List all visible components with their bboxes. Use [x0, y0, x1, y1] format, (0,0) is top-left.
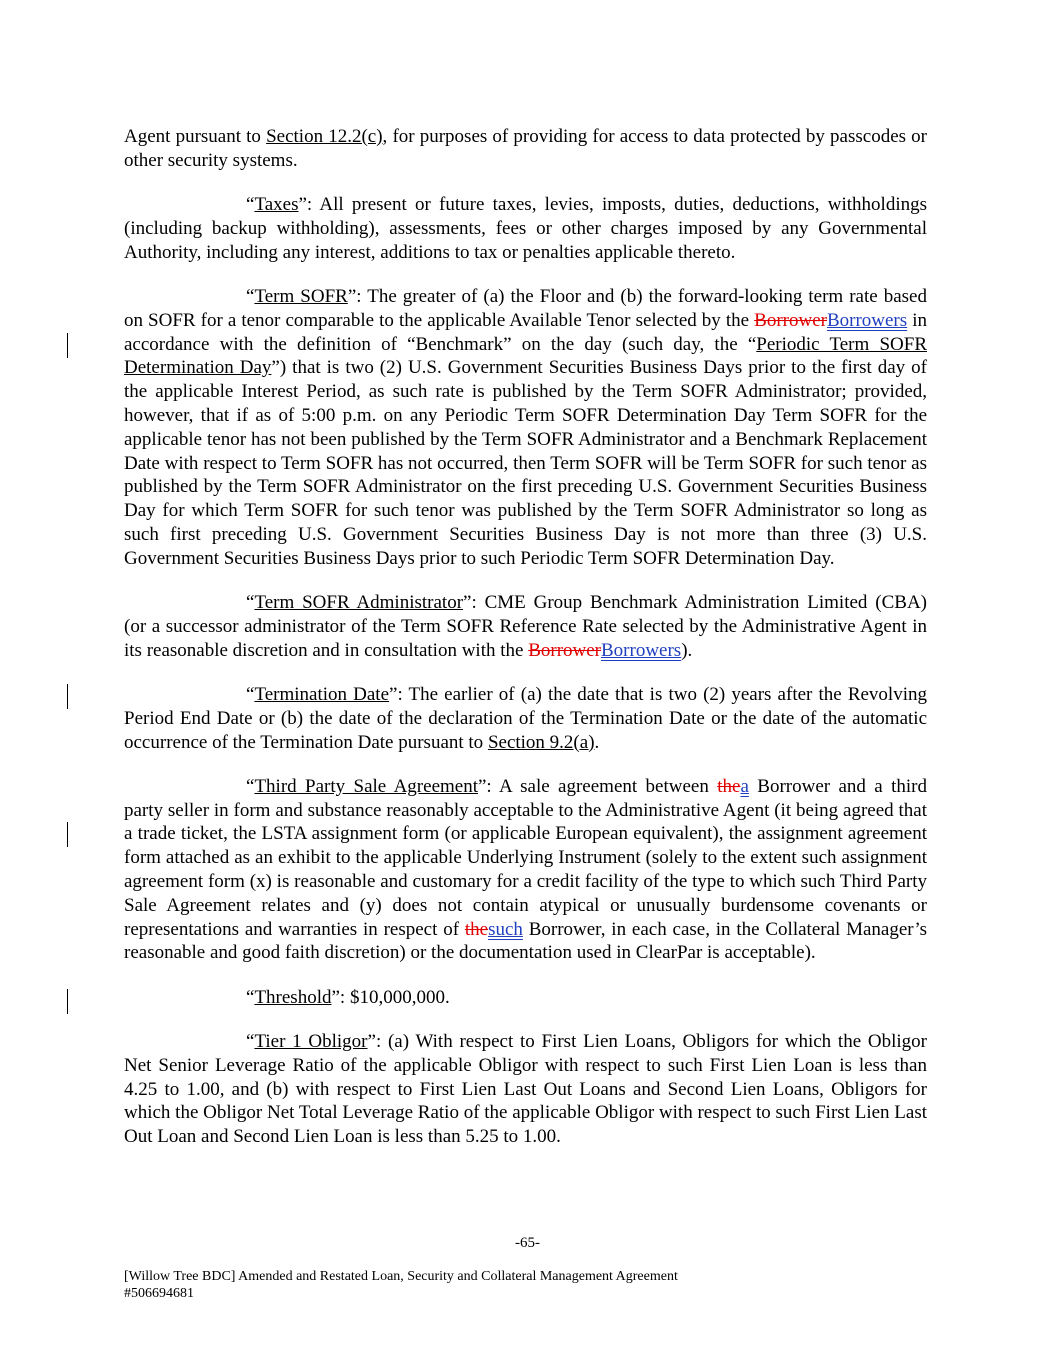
deleted-text: the [464, 918, 489, 940]
definition-text: ”: The greater of (a) the Floor and (b) the forward-looking term rate based on SOFR for a tenor comparable to the applicable Available Tenor selected by the [124, 285, 927, 331]
deleted-text: the [717, 775, 741, 797]
quote-mark: “ [246, 986, 255, 1008]
deleted-text: Borrower [754, 309, 827, 331]
definition-termination-date [124, 683, 927, 754]
definition-text: ”: The earlier of (a) the date that is two (2) years after the Revolving Period End Date or (b) the date of the declaration of the Termination Date or the date of the automatic occurrence of the Termination Date pursuant to [124, 683, 927, 753]
footer-title: [Willow Tree BDC] Amended and Restated Loan, Security and Collateral Management Agreement [124, 1269, 678, 1284]
quote-mark: “ [246, 285, 255, 307]
definition-threshold [124, 986, 927, 1010]
defined-term: Threshold [254, 986, 332, 1008]
defined-term: Periodic Term SOFR Determination Day [124, 333, 927, 379]
inserted-text: Borrowers [601, 639, 682, 661]
definition-term-sofr [124, 285, 927, 571]
paragraph-continuation [124, 125, 927, 173]
defined-term: Tier 1 Obligor [254, 1031, 368, 1052]
definition-text: ). [681, 639, 693, 661]
definition-text: ”: CME Group Benchmark Administration Limited (CBA) (or a successor administrator of the Term SOFR Reference Rate selected by the Administrative Agent in its reasonable discretion and in consultation with the [124, 592, 927, 661]
footer-doc-id: #506694681 [124, 1286, 194, 1301]
quote-mark: “ [246, 683, 255, 705]
document-body [124, 125, 927, 1169]
definition-third-party-sale-agreement [124, 775, 927, 965]
definition-text: ”: $10,000,000. [331, 986, 450, 1008]
inserted-text: a [740, 775, 749, 797]
text-run: , for purposes of providing for access to data protected by passcodes or other security systems. [124, 126, 927, 171]
change-bar [67, 822, 68, 847]
text-run: Agent pursuant to [124, 126, 267, 147]
defined-term: Taxes [254, 194, 299, 216]
definition-text: Borrower and a third party seller in form and substance reasonably acceptable to the Administrative Agent (it being agreed that a trade ticket, the LSTA assignment form (or applicable European equivalent), the assignment agreement form attached as an exhibit to the applicable Underlying Instrument (solely to the extent such assignment agreement form (x) is reasonable and customary for a credit facility of the type to which such Third Party Sale Agreement relates and (y) does not contain atypical or unusually burdensome covenants or representations and warranties in respect of [124, 775, 928, 940]
deleted-text: Borrower [528, 639, 601, 661]
defined-term: Term SOFR [254, 285, 348, 307]
definition-text: ”: (a) With respect to First Lien Loans, Obligors for which the Obligor Net Senior Leverage Ratio of the applicable Obligor with respect to such First Lien Loan is less than 4.25 to 1.00, and (b) with respect to First Lien Last Out Loans and Second Lien Loans, Obligors for which the Obligor Net Total Leverage Ratio of the applicable Obligor with respect to such First Lien Last Out Loan and Second Lien Loan is less than 5.25 to 1.00. [124, 1031, 927, 1148]
change-bar [67, 333, 68, 358]
inserted-text: such [488, 918, 523, 940]
change-bar [67, 989, 68, 1014]
definition-taxes [124, 193, 927, 264]
definition-text: in accordance with the definition of “Benchmark” on the day (such day, the “ [124, 309, 927, 355]
definition-term-sofr-administrator [124, 591, 927, 662]
quote-mark: “ [246, 194, 255, 216]
defined-term: Term SOFR Administrator [254, 592, 464, 614]
quote-mark: “ [246, 1031, 255, 1052]
definition-text: ”: All present or future taxes, levies, imposts, duties, deductions, withholdings (including backup withholding), assessments, fees or other charges imposed by any Governmental Authority, including any interest, additions to tax or penalties applicable thereto. [124, 194, 927, 263]
section-reference: Section 12.2(c) [266, 126, 383, 147]
inserted-text: Borrowers [826, 309, 908, 331]
document-footer [124, 1268, 678, 1302]
quote-mark: “ [246, 592, 255, 614]
definition-text: . [594, 731, 600, 753]
defined-term: Termination Date [254, 683, 390, 705]
definition-tier-1-obligor [124, 1030, 927, 1149]
definition-text: Borrower, in each case, in the Collateral Manager’s reasonable and good faith discretion) or the documentation used in ClearPar is acceptable). [124, 918, 927, 964]
definition-text: ”: A sale agreement between [478, 775, 718, 797]
quote-mark: “ [246, 775, 255, 797]
defined-term: Third Party Sale Agreement [254, 775, 478, 797]
page-number: -65- [515, 1235, 540, 1251]
change-bar [67, 684, 68, 709]
section-reference: Section 9.2(a) [487, 731, 595, 753]
definition-text: ”) that is two (2) U.S. Government Securities Business Days prior to the first day of the applicable Interest Period, as such rate is published by the Term SOFR Administrator; provided, however, that if as of 5:00 p.m. on any Periodic Term SOFR Determination Day Term SOFR for the applicable tenor has not been published by the Term SOFR Administrator and a Benchmark Replacement Date with respect to Term SOFR has not occurred, then Term SOFR will be Term SOFR for such tenor as published by the Term SOFR Administrator on the first preceding U.S. Government Securities Business Day for which Term SOFR for such tenor was published by the Term SOFR Administrator so long as such first preceding U.S. Government Securities Business Day is not more than three (3) U.S. Government Securities Business Days prior to such Periodic Term SOFR Determination Day. [124, 357, 928, 569]
